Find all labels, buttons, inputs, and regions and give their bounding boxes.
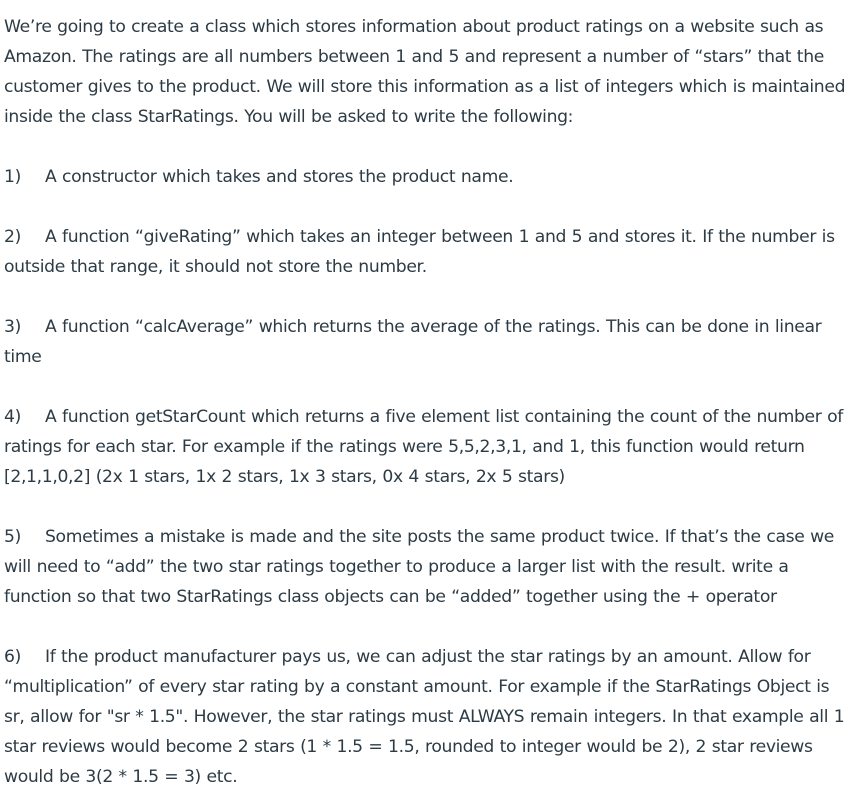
list-item-2 — [4, 222, 854, 282]
list-item-3 — [4, 312, 854, 372]
item-text: A function “giveRating” which takes an integer between 1 and 5 and stores it. If the number is outside that range, it should not store the number. — [4, 227, 835, 277]
list-item-4 — [4, 402, 854, 492]
item-number: 5) — [4, 527, 21, 547]
item-number: 6) — [4, 647, 21, 667]
list-item-1 — [4, 162, 854, 192]
item-text: If the product manufacturer pays us, we can adjust the star ratings by an amount. Allow for “multiplication” of every star rating by a constant amount. For example if the StarRatings Object is sr, allow for "sr * 1.5". However, the star ratings must ALWAYS remain integers. In that example all 1 star reviews would become 2 stars (1 * 1.5 = 1.5, rounded to integer would be 2), 2 star reviews would be 3(2 * 1.5 = 3) etc. — [4, 647, 845, 787]
list-item-5 — [4, 522, 854, 612]
item-text: A constructor which takes and stores the product name. — [45, 167, 514, 187]
item-text: A function “calcAverage” which returns the average of the ratings. This can be done in linear time — [4, 317, 822, 367]
item-number: 4) — [4, 407, 21, 427]
item-number: 2) — [4, 227, 21, 247]
item-text: Sometimes a mistake is made and the site posts the same product twice. If that’s the case we will need to “add” the two star ratings together to produce a larger list with the result. write a function so that two StarRatings class objects can be “added” together using the + operator — [4, 527, 835, 607]
item-number: 3) — [4, 317, 21, 337]
assignment-document — [4, 12, 854, 792]
item-number: 1) — [4, 167, 21, 187]
item-text: A function getStarCount which returns a five element list containing the count of the number of ratings for each star. For example if the ratings were 5,5,2,3,1, and 1, this function would return [2,1,1,0,2] (2x 1 stars, 1x 2 stars, 1x 3 stars, 0x 4 stars, 2x 5 stars) — [4, 407, 843, 487]
intro-paragraph: We’re going to create a class which stores information about product ratings on a website such as Amazon. The ratings are all numbers between 1 and 5 and represent a number of “stars” that the customer gives to the product. We will store this information as a list of integers which is maintained inside the class StarRatings. You will be asked to write the following: — [4, 17, 846, 127]
list-item-6 — [4, 642, 854, 792]
